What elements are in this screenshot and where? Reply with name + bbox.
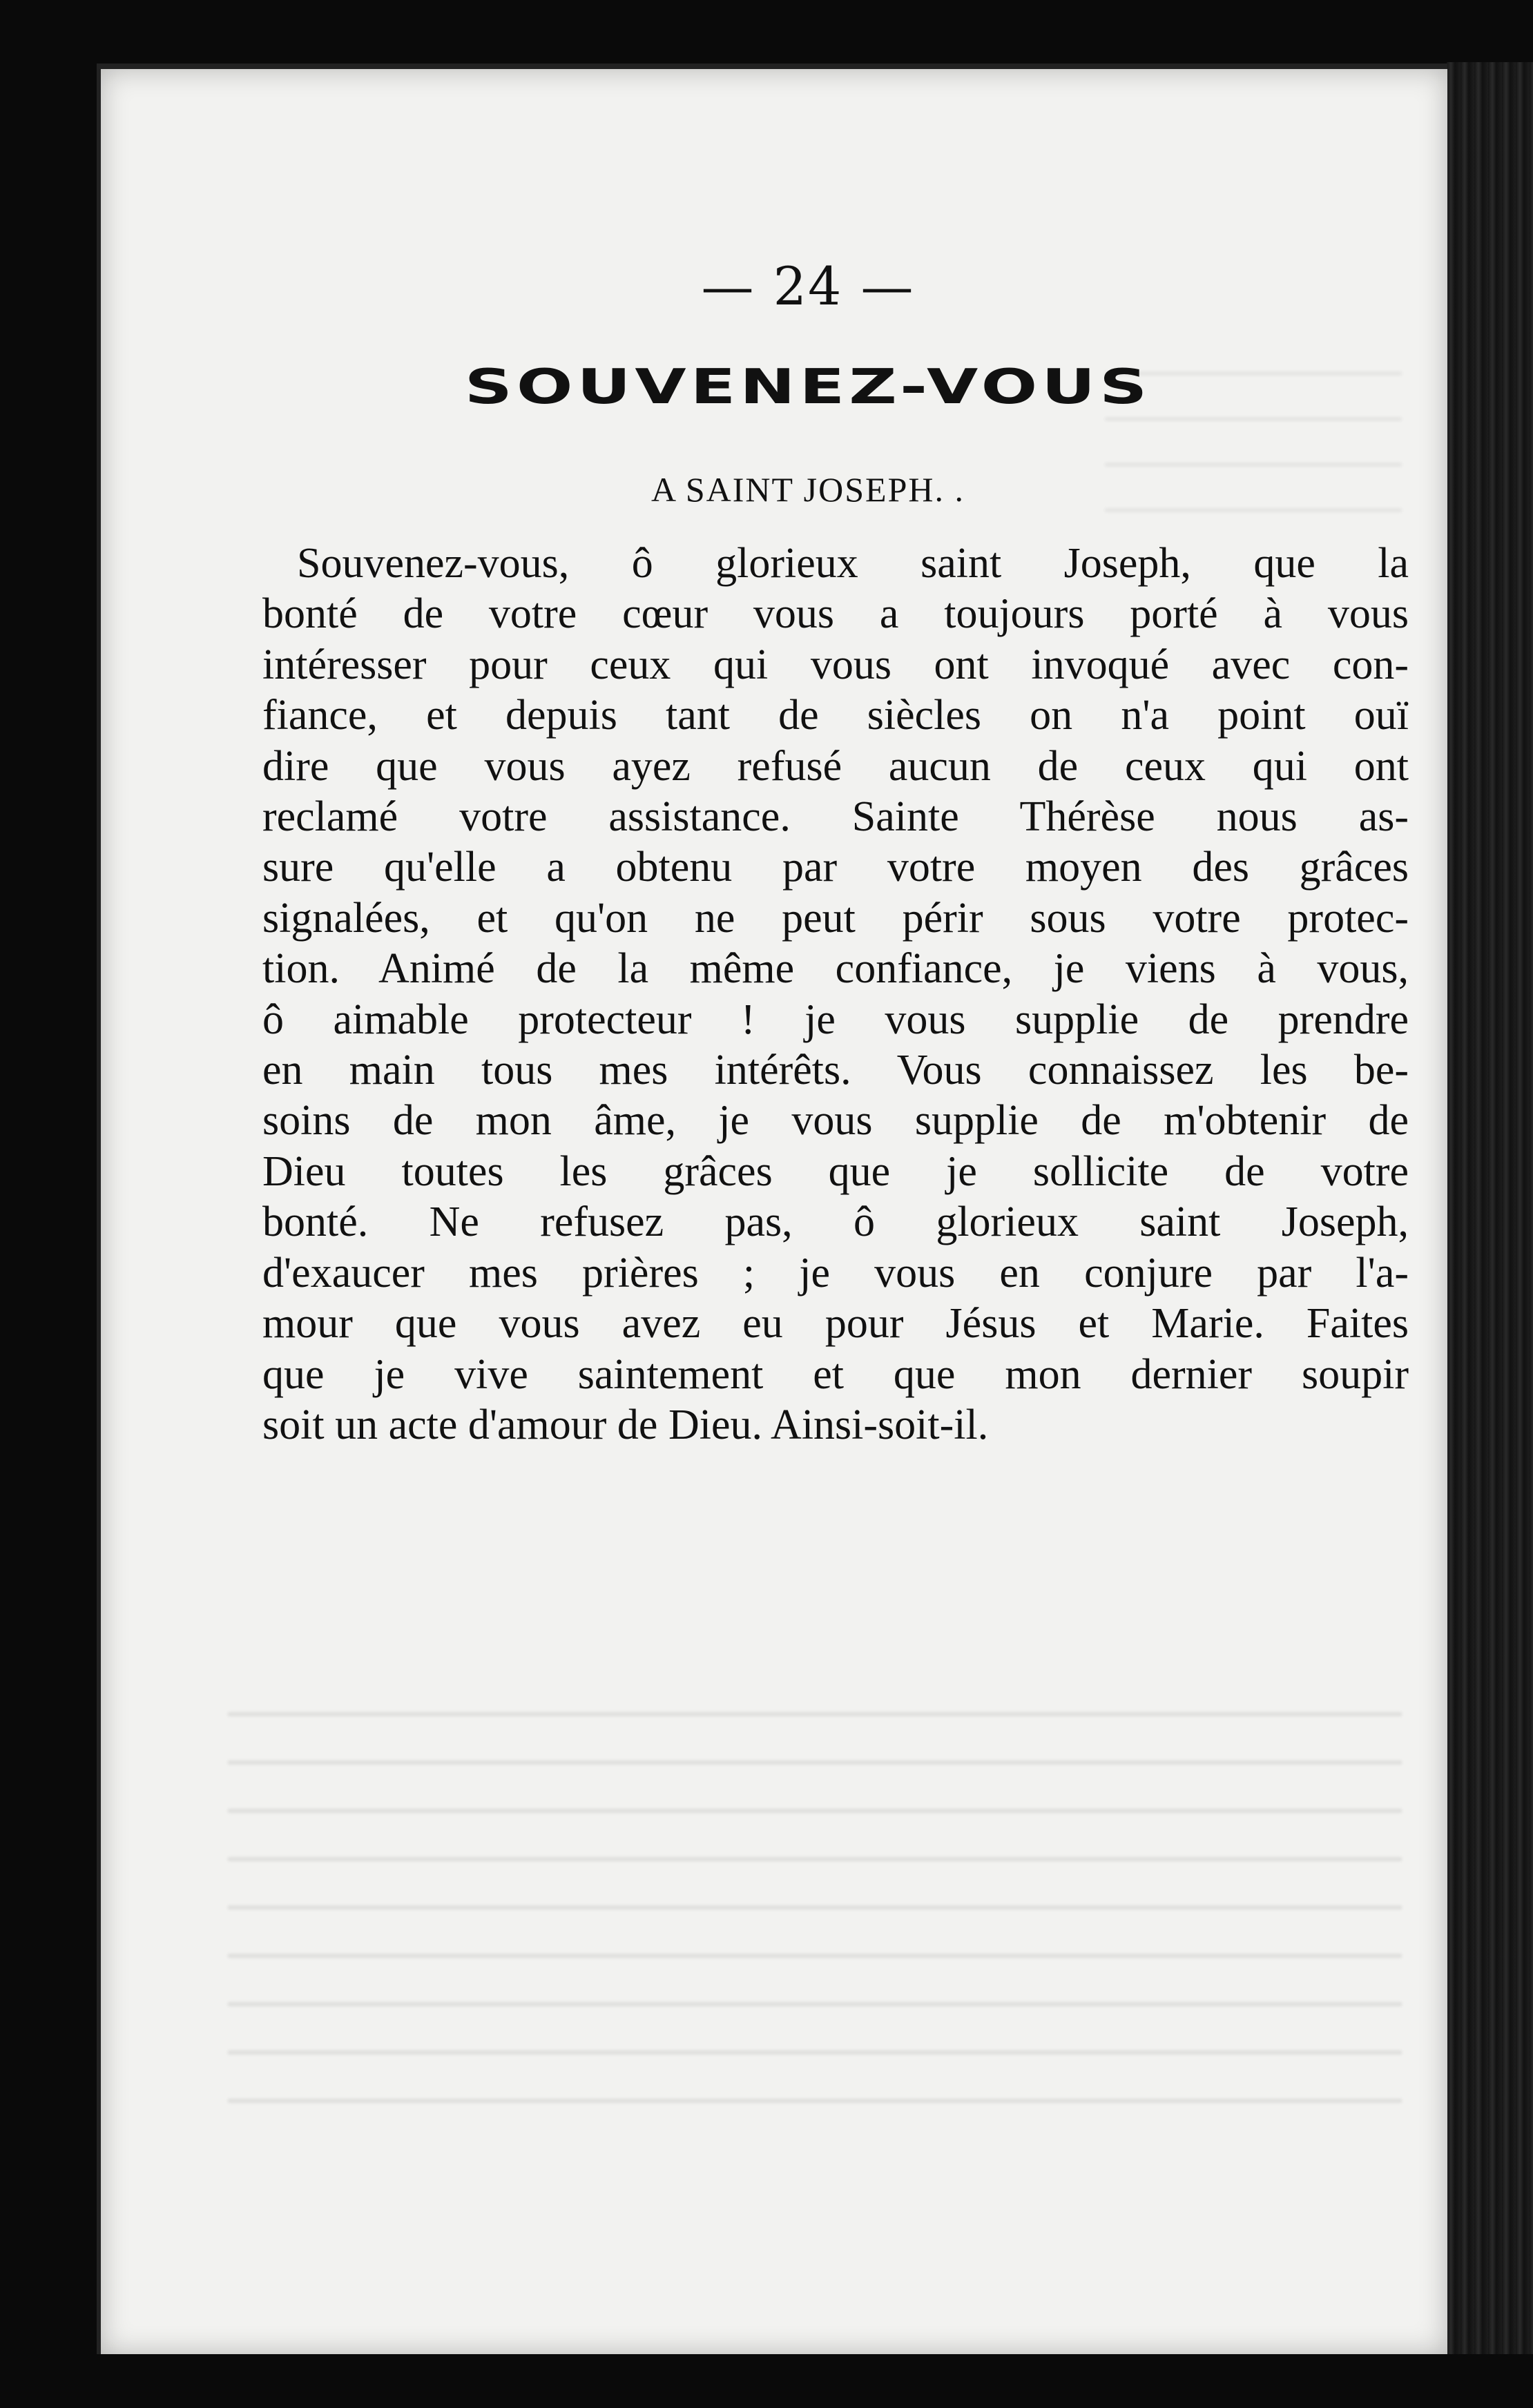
text-line: intéresser pour ceux qui vous ont invoqué avec con- — [262, 641, 1409, 688]
text-line: tion. Animé de la même confiance, je viens à vous, — [262, 945, 1409, 993]
prayer-subtitle: A SAINT JOSEPH. . — [651, 470, 965, 509]
text-line: fiance, et depuis tant de siècles on n'a point ouï — [262, 692, 1409, 739]
text-line: en main tous mes intérêts. Vous connaissez les be- — [262, 1047, 1409, 1094]
page-number: — 24 — — [701, 255, 915, 317]
text-line: sure qu'elle a obtenu par votre moyen des grâces — [262, 844, 1409, 891]
text-line: signalées, et qu'on ne peut périr sous votre protec- — [262, 894, 1409, 942]
text-line: soins de mon âme, je vous supplie de m'obtenir de — [262, 1097, 1409, 1145]
text-line: mour que vous avez eu pour Jésus et Marie. Faites — [262, 1300, 1409, 1348]
show-through-text — [228, 1684, 1402, 2126]
text-line: dire que vous ayez refusé aucun de ceux qui ont — [262, 742, 1409, 790]
text-line: reclamé votre assistance. Sainte Thérèse nous as- — [262, 793, 1409, 841]
text-line: que je vive saintement et que mon dernier soupir — [262, 1350, 1409, 1398]
text-line: Souvenez-vous, ô glorieux saint Joseph, que la — [297, 540, 1409, 587]
text-line: bonté. Ne refusez pas, ô glorieux saint Joseph, — [262, 1198, 1409, 1246]
text-line: ô aimable protecteur ! je vous supplie de prendre — [262, 996, 1409, 1043]
text-line: bonté de votre cœur vous a toujours porté à vous — [262, 590, 1409, 638]
text-line: d'exaucer mes prières ; je vous en conjure par l'a- — [262, 1249, 1409, 1297]
prayer-body — [262, 538, 1409, 1450]
prayer-title: SOUVENEZ-VOUS — [464, 359, 1152, 415]
text-line: Dieu toutes les grâces que je sollicite de votre — [262, 1147, 1409, 1195]
book-binding-edge — [1447, 62, 1533, 2354]
text-line: soit un acte d'amour de Dieu. Ainsi-soit-il. — [262, 1401, 989, 1448]
